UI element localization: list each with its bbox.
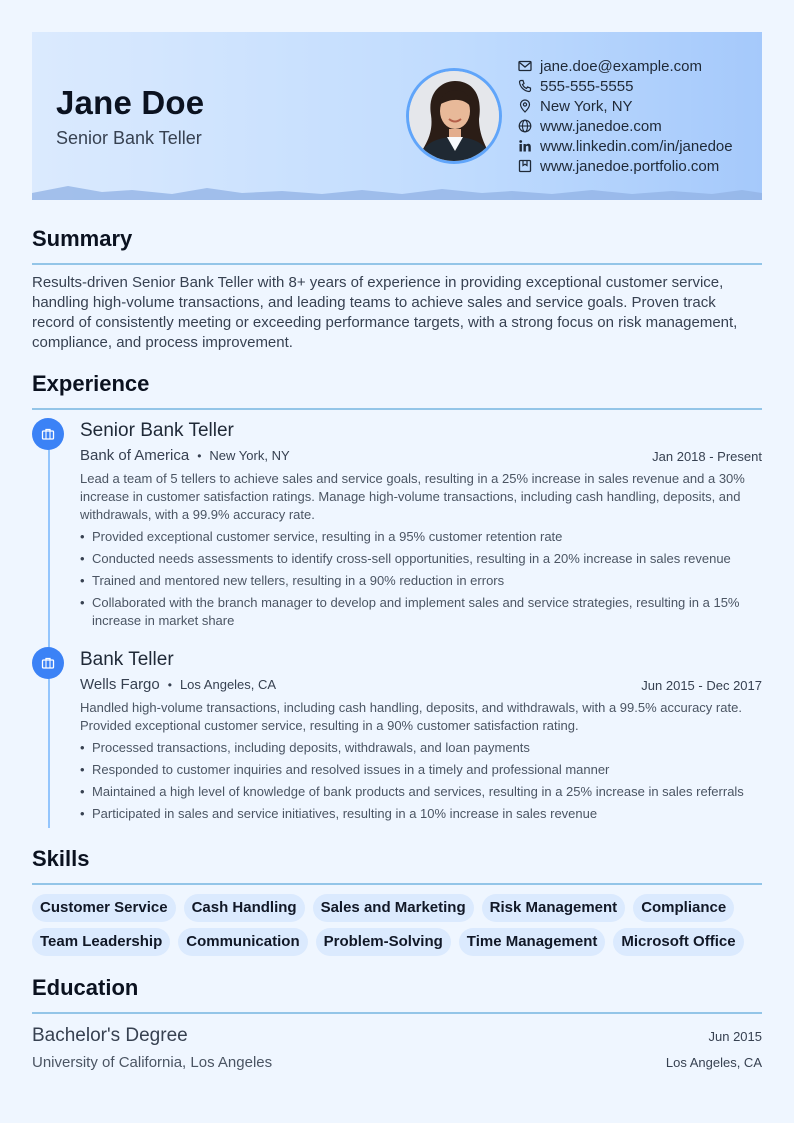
skill-tag: Compliance — [633, 894, 734, 922]
contact-portfolio-text: www.janedoe.portfolio.com — [540, 157, 720, 175]
phone-icon — [518, 79, 532, 93]
contact-location — [518, 96, 733, 116]
contact-linkedin[interactable] — [518, 136, 733, 156]
job-description: Handled high-volume transactions, including cash handling, deposits, and withdrawals, with a 99.5% accuracy rate. Provided exceptional customer service, resulting in a 90% customer satisfaction rating. — [80, 700, 742, 733]
contact-website-text: www.janedoe.com — [540, 117, 662, 135]
contact-email[interactable] — [518, 56, 733, 76]
job-employer — [80, 676, 276, 694]
summary-heading: Summary — [32, 226, 133, 251]
education-degree-row — [32, 1023, 762, 1049]
contact-phone-text: 555-555-5555 — [540, 77, 634, 95]
experience-entry — [80, 418, 762, 634]
contact-email-text: jane.doe@example.com — [540, 57, 702, 75]
education-heading: Education — [32, 975, 139, 1000]
job-bullet: • Participated in sales and service initiatives, resulting in a 10% increase in sales revenue — [80, 805, 762, 823]
contact-list — [518, 56, 733, 176]
summary-text: Results-driven Senior Bank Teller with 8+ years of experience in providing exceptional customer service, handling high-volume transactions, and leading teams to achieve sales and service goals. Proven track record of consistently meeting or exceeding performance targets, with a strong focus on risk management, compliance, and process improvement. — [32, 274, 738, 351]
skill-tag: Microsoft Office — [613, 928, 743, 956]
skill-tag: Communication — [178, 928, 307, 956]
skill-tag: Time Management — [459, 928, 606, 956]
education-divider — [32, 1012, 762, 1014]
linkedin-icon — [518, 139, 532, 153]
experience-divider — [32, 408, 762, 410]
mail-icon — [518, 59, 532, 73]
separator-dot: • — [167, 678, 172, 692]
job-bullets — [80, 739, 762, 823]
education-location: Los Angeles, CA — [665, 1054, 762, 1070]
job-meta — [80, 444, 762, 468]
skill-tag: Risk Management — [482, 894, 626, 922]
separator-dot: • — [197, 449, 202, 463]
job-bullet: • Conducted needs assessments to identify cross-sell opportunities, resulting in a 20% increase in sales revenue — [80, 550, 762, 568]
job-bullet: • Maintained a high level of knowledge of bank products and services, resulting in a 25% increase in sales referrals — [80, 783, 762, 801]
job-title: Bank Teller — [80, 649, 174, 670]
candidate-name: Jane Doe — [56, 84, 205, 121]
profile-photo — [406, 68, 502, 164]
job-company: Bank of America — [80, 447, 190, 464]
job-company: Wells Fargo — [80, 676, 160, 693]
skills-divider — [32, 883, 762, 885]
candidate-title: Senior Bank Teller — [56, 128, 202, 148]
job-briefcase-icon — [32, 647, 64, 679]
job-bullet: • Trained and mentored new tellers, resulting in a 90% reduction in errors — [80, 572, 762, 590]
header-mountain-decoration — [32, 182, 762, 200]
experience-timeline — [48, 434, 50, 828]
globe-icon — [518, 119, 532, 133]
job-title: Senior Bank Teller — [80, 420, 234, 441]
job-bullet: • Collaborated with the branch manager to develop and implement sales and service strategies, resulting in a 15% increase in market share — [80, 594, 762, 630]
education-degree: Bachelor's Degree — [32, 1025, 188, 1046]
skill-tag: Sales and Marketing — [313, 894, 474, 922]
contact-location-text: New York, NY — [540, 97, 633, 115]
job-location: New York, NY — [209, 448, 290, 463]
skill-tag: Team Leadership — [32, 928, 170, 956]
job-bullets — [80, 528, 762, 630]
experience-entry — [80, 647, 762, 827]
education-date: Jun 2015 — [708, 1028, 762, 1044]
education-school: University of California, Los Angeles — [32, 1053, 273, 1071]
resume-header — [32, 32, 762, 200]
skills-list — [32, 894, 762, 956]
job-bullet: • Provided exceptional customer service, resulting in a 95% customer retention rate — [80, 528, 762, 546]
contact-website[interactable] — [518, 116, 733, 136]
contact-linkedin-text: www.linkedin.com/in/janedoe — [540, 137, 733, 155]
job-bullet: • Responded to customer inquiries and resolved issues in a timely and professional manner — [80, 761, 762, 779]
location-pin-icon — [518, 99, 532, 113]
contact-portfolio[interactable] — [518, 156, 733, 176]
portfolio-icon — [518, 159, 532, 173]
skill-tag: Problem-Solving — [316, 928, 451, 956]
job-location: Los Angeles, CA — [179, 677, 277, 692]
skill-tag: Cash Handling — [184, 894, 305, 922]
job-employer — [80, 447, 290, 465]
job-briefcase-icon — [32, 418, 64, 450]
education-school-row — [32, 1051, 762, 1073]
summary-divider — [32, 263, 762, 265]
job-meta — [80, 673, 762, 697]
job-dates: Jan 2018 - Present — [652, 448, 762, 464]
job-dates: Jun 2015 - Dec 2017 — [641, 677, 762, 693]
experience-heading: Experience — [32, 371, 150, 396]
job-bullet: • Processed transactions, including deposits, withdrawals, and loan payments — [80, 739, 762, 757]
skill-tag: Customer Service — [32, 894, 176, 922]
job-description: Lead a team of 5 tellers to achieve sales and service goals, resulting in a 25% increase in sales revenue and a 30% increase in customer satisfaction ratings. Manage high-volume transactions, including cash handling, deposits, and withdrawals, with a 99.9% accuracy rate. — [80, 471, 745, 522]
contact-phone[interactable] — [518, 76, 733, 96]
skills-heading: Skills — [32, 846, 90, 871]
